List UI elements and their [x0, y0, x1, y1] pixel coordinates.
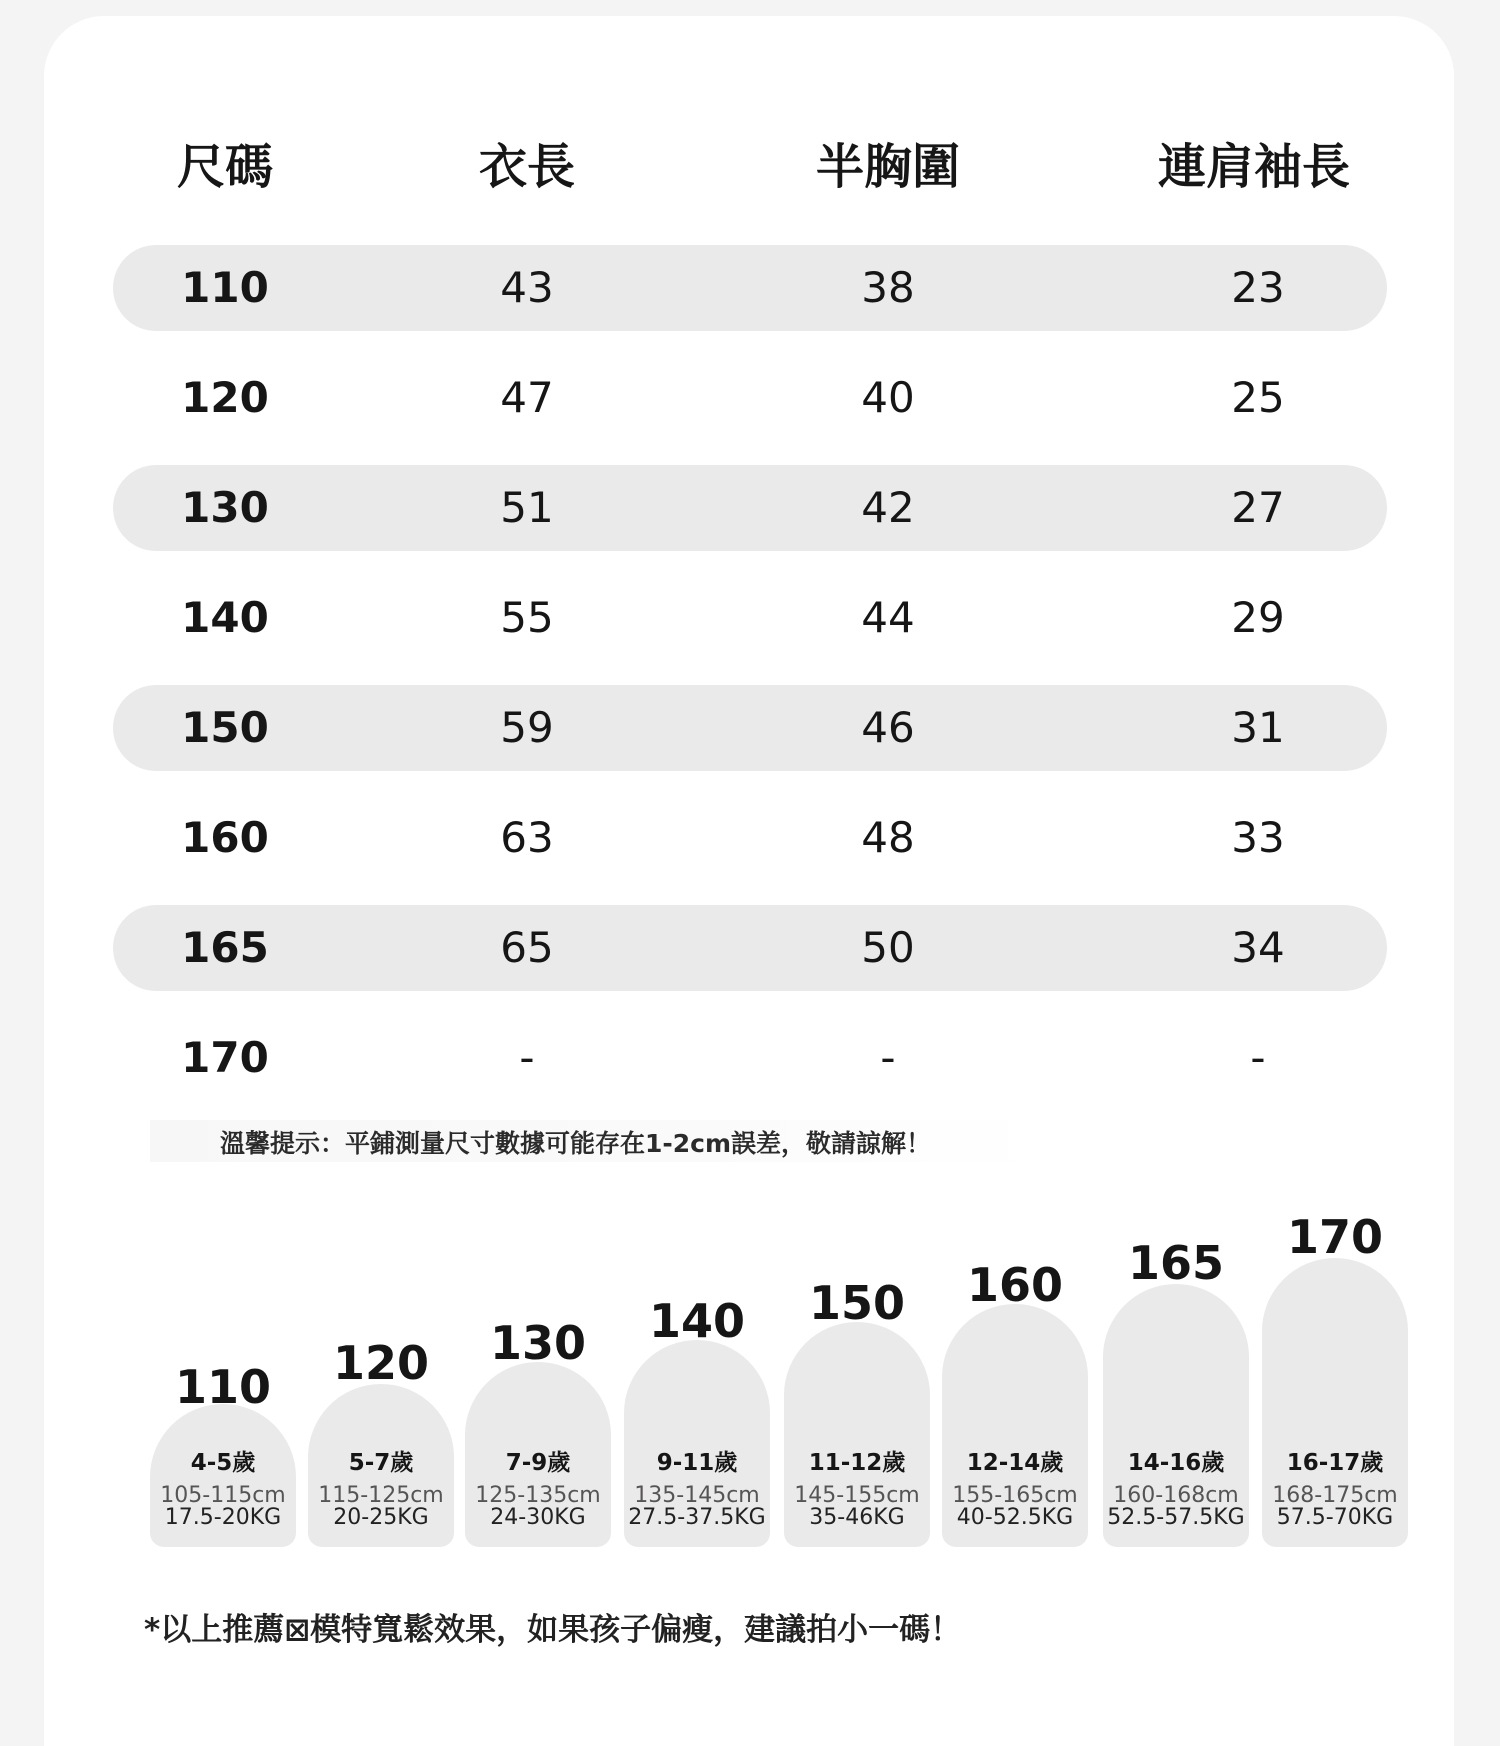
table-row [0, 905, 1500, 991]
table-row [0, 575, 1500, 661]
cell-size: 170 [181, 1033, 269, 1082]
arch-age: 12-14歲 [966, 1450, 1064, 1476]
cell-sleeve: 25 [1231, 373, 1285, 422]
arch-age: 14-16歲 [1127, 1450, 1225, 1476]
cell-chest: 50 [861, 923, 915, 972]
arch-weight: 17.5-20KG [164, 1505, 282, 1530]
cell-chest: 40 [861, 373, 915, 422]
cell-size: 120 [181, 373, 269, 422]
cell-length: 43 [500, 263, 554, 312]
arch-size-label: 130 [489, 1316, 587, 1370]
header-size: 尺碼 [176, 139, 274, 195]
arch-size-label: 160 [966, 1258, 1064, 1312]
measurement-note [150, 1120, 1040, 1162]
arch-age: 11-12歲 [808, 1450, 906, 1476]
arch-age: 7-9歲 [505, 1450, 571, 1476]
cell-chest: 44 [861, 593, 915, 642]
table-row [0, 685, 1500, 771]
table-row [0, 245, 1500, 331]
table-row [0, 355, 1500, 441]
header-sleeve: 連肩袖長 [1157, 139, 1351, 195]
table-row [0, 465, 1500, 551]
cell-sleeve: 34 [1231, 923, 1285, 972]
arch-weight: 27.5-37.5KG [628, 1505, 766, 1530]
cell-size: 140 [181, 593, 269, 642]
footer-note: *以上推薦⊠模特寬鬆效果，如果孩子偏瘦，建議拍小一碼！ [144, 1612, 962, 1648]
cell-length: 55 [500, 593, 554, 642]
arch-weight: 20-25KG [333, 1505, 429, 1530]
arch-weight: 24-30KG [490, 1505, 586, 1530]
cell-length: 65 [500, 923, 554, 972]
cell-length: - [519, 1033, 535, 1082]
cell-chest: 46 [861, 703, 915, 752]
cell-length: 47 [500, 373, 554, 422]
cell-size: 160 [181, 813, 269, 862]
row-highlight [113, 685, 1387, 771]
arch-height: 155-165cm [952, 1483, 1078, 1508]
arch-age: 5-7歲 [348, 1450, 414, 1476]
arch-age: 16-17歲 [1286, 1450, 1384, 1476]
cell-length: 51 [500, 483, 554, 532]
cell-chest: 42 [861, 483, 915, 532]
cell-sleeve: 31 [1231, 703, 1285, 752]
cell-size: 150 [181, 703, 269, 752]
arch-size-label: 165 [1127, 1236, 1225, 1290]
table-header [0, 128, 1500, 208]
cell-chest: 38 [861, 263, 915, 312]
arch-height: 145-155cm [794, 1483, 920, 1508]
arch-size-label: 110 [174, 1360, 272, 1414]
row-highlight [113, 465, 1387, 551]
arch-height: 125-135cm [475, 1483, 601, 1508]
arch-weight: 52.5-57.5KG [1107, 1505, 1245, 1530]
arch-height: 115-125cm [318, 1483, 444, 1508]
row-highlight [113, 905, 1387, 991]
arch-height: 168-175cm [1272, 1483, 1398, 1508]
arch-size-label: 150 [808, 1276, 906, 1330]
arch-age: 9-11歲 [656, 1450, 738, 1476]
arch-height: 105-115cm [160, 1483, 286, 1508]
cell-sleeve: 33 [1231, 813, 1285, 862]
cell-sleeve: - [1250, 1033, 1266, 1082]
row-highlight [113, 245, 1387, 331]
header-chest: 半胸圍 [815, 139, 961, 195]
arch-size-label: 140 [648, 1294, 746, 1348]
cell-sleeve: 29 [1231, 593, 1285, 642]
cell-sleeve: 27 [1231, 483, 1285, 532]
header-length: 衣長 [478, 139, 576, 195]
cell-size: 110 [181, 263, 269, 312]
arch-weight: 57.5-70KG [1276, 1505, 1394, 1530]
cell-length: 63 [500, 813, 554, 862]
cell-length: 59 [500, 703, 554, 752]
cell-size: 165 [181, 923, 269, 972]
cell-chest: - [880, 1033, 896, 1082]
arch-weight: 35-46KG [809, 1505, 905, 1530]
arch-height: 135-145cm [634, 1483, 760, 1508]
arch-height: 160-168cm [1113, 1483, 1239, 1508]
table-row [0, 795, 1500, 881]
arch-weight: 40-52.5KG [956, 1505, 1074, 1530]
cell-sleeve: 23 [1231, 263, 1285, 312]
arch-size-label: 120 [332, 1336, 430, 1390]
cell-chest: 48 [861, 813, 915, 862]
measurement-note-text: 溫馨提示：平鋪測量尺寸數據可能存在1-2cm誤差，敬請諒解！ [220, 1129, 932, 1158]
arch-size-label: 170 [1286, 1210, 1384, 1264]
table-row [0, 1015, 1500, 1101]
arch-age: 4-5歲 [190, 1450, 256, 1476]
cell-size: 130 [181, 483, 269, 532]
